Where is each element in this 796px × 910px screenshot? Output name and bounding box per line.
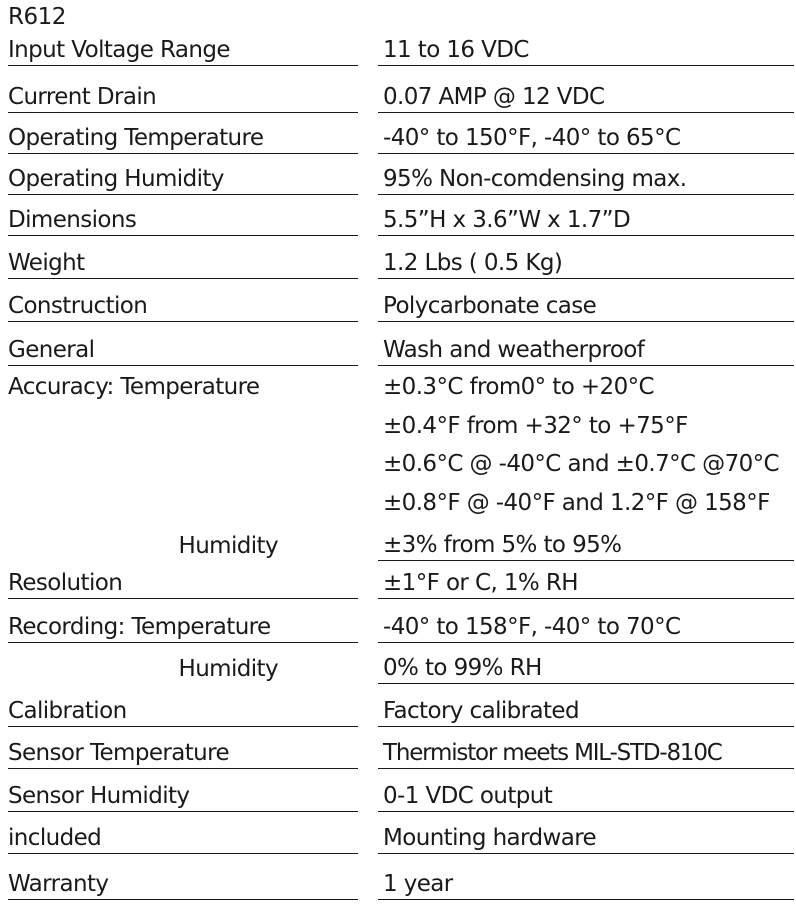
spec-value: ±1°F or C, 1% RH xyxy=(383,570,578,596)
spec-label: Dimensions xyxy=(8,207,137,233)
spec-value-cell xyxy=(378,322,794,366)
spec-label: Sensor Temperature xyxy=(8,740,230,766)
spec-sheet xyxy=(8,0,794,910)
spec-value-cell xyxy=(378,66,794,113)
spec-label-cell xyxy=(8,561,358,599)
spec-label-cell xyxy=(8,28,358,66)
spec-label: General xyxy=(8,337,95,363)
spec-row xyxy=(8,238,794,281)
spec-label: Operating Temperature xyxy=(8,125,264,151)
spec-value: Wash and weatherproof xyxy=(383,337,645,363)
spec-label-cell xyxy=(8,279,358,322)
spec-value: Factory calibrated xyxy=(383,698,579,724)
spec-row xyxy=(8,197,794,238)
spec-label-cell xyxy=(8,66,358,113)
spec-value: 1.2 Lbs ( 0.5 Kg) xyxy=(383,250,563,276)
spec-value: ±0.3°C from0° to +20°C xyxy=(383,374,654,400)
spec-label: Resolution xyxy=(8,570,123,596)
spec-value-cell xyxy=(378,684,794,727)
spec-label-cell xyxy=(8,769,358,812)
spec-row xyxy=(8,771,794,814)
spec-value: 0-1 VDC output xyxy=(383,783,553,809)
spec-row xyxy=(8,814,794,856)
spec-label: Recording: Temperature xyxy=(8,614,271,640)
spec-row xyxy=(8,156,794,197)
model-number: R612 xyxy=(8,4,66,30)
spec-value-cell xyxy=(378,812,794,854)
spec-value-cell xyxy=(378,643,794,684)
spec-row xyxy=(8,281,794,324)
spec-value: 11 to 16 VDC xyxy=(383,37,529,63)
spec-value: ±0.8°F @ -40°F and 1.2°F @ 158°F xyxy=(383,490,770,516)
spec-label: Current Drain xyxy=(8,84,157,110)
spec-row xyxy=(8,368,794,523)
spec-value: ±0.4°F from +32° to +75°F xyxy=(383,413,688,439)
spec-label-cell xyxy=(8,322,358,366)
spec-value: -40° to 150°F, -40° to 65°C xyxy=(383,125,681,151)
spec-row xyxy=(8,563,794,601)
spec-value-cell xyxy=(378,154,794,195)
spec-row xyxy=(8,115,794,156)
spec-value-cell xyxy=(378,521,794,561)
spec-value-cell xyxy=(378,599,794,643)
spec-label-cell xyxy=(8,684,358,727)
spec-label-cell xyxy=(8,812,358,854)
spec-row xyxy=(8,645,794,686)
spec-row xyxy=(8,324,794,368)
spec-value-cell xyxy=(378,727,794,769)
spec-value: Mounting hardware xyxy=(383,825,597,851)
spec-value-cell xyxy=(378,366,794,521)
spec-label: Warranty xyxy=(8,871,109,897)
spec-label-cell xyxy=(8,599,358,643)
spec-label-cell xyxy=(8,113,358,154)
spec-label: Weight xyxy=(8,250,85,276)
spec-value-cell xyxy=(378,279,794,322)
spec-value-cell xyxy=(378,769,794,812)
spec-value-cell xyxy=(378,113,794,154)
spec-label-cell xyxy=(8,727,358,769)
spec-value: 5.5”H x 3.6”W x 1.7”D xyxy=(383,207,631,233)
spec-label: Construction xyxy=(8,293,148,319)
spec-value-cell xyxy=(378,854,794,900)
spec-label-cell xyxy=(8,195,358,236)
spec-value: 1 year xyxy=(383,871,453,897)
spec-label: Accuracy: Temperature xyxy=(8,374,260,400)
spec-row xyxy=(8,686,794,729)
spec-value: ±3% from 5% to 95% xyxy=(383,532,622,558)
spec-row xyxy=(8,30,794,68)
spec-label: Sensor Humidity xyxy=(8,783,190,809)
spec-row xyxy=(8,68,794,115)
spec-row xyxy=(8,601,794,645)
spec-label-cell xyxy=(8,854,358,900)
spec-label-cell xyxy=(8,154,358,195)
spec-label: Humidity xyxy=(178,533,278,559)
spec-value: 0% to 99% RH xyxy=(383,655,542,681)
spec-label: included xyxy=(8,825,102,851)
spec-value: 95% Non-comdensing max. xyxy=(383,166,687,192)
spec-row xyxy=(8,523,794,563)
spec-label: Calibration xyxy=(8,698,127,724)
spec-value: Polycarbonate case xyxy=(383,293,597,319)
spec-value: ±0.6°C @ -40°C and ±0.7°C @70°C xyxy=(383,451,779,477)
spec-label: Input Voltage Range xyxy=(8,37,230,63)
spec-row xyxy=(8,729,794,771)
spec-label-cell xyxy=(8,643,358,684)
spec-row xyxy=(8,856,794,902)
spec-value: -40° to 158°F, -40° to 70°C xyxy=(383,614,681,640)
spec-value-cell xyxy=(378,236,794,279)
spec-label-cell xyxy=(8,521,358,561)
spec-value-cell xyxy=(378,28,794,66)
spec-value: 0.07 AMP @ 12 VDC xyxy=(383,84,605,110)
spec-value-cell xyxy=(378,561,794,599)
spec-label-cell xyxy=(8,236,358,279)
spec-label: Humidity xyxy=(178,656,278,682)
spec-value: Thermistor meets MIL-STD-810C xyxy=(383,740,722,766)
spec-label-cell xyxy=(8,366,358,521)
spec-label: Operating Humidity xyxy=(8,166,224,192)
spec-value-cell xyxy=(378,195,794,236)
